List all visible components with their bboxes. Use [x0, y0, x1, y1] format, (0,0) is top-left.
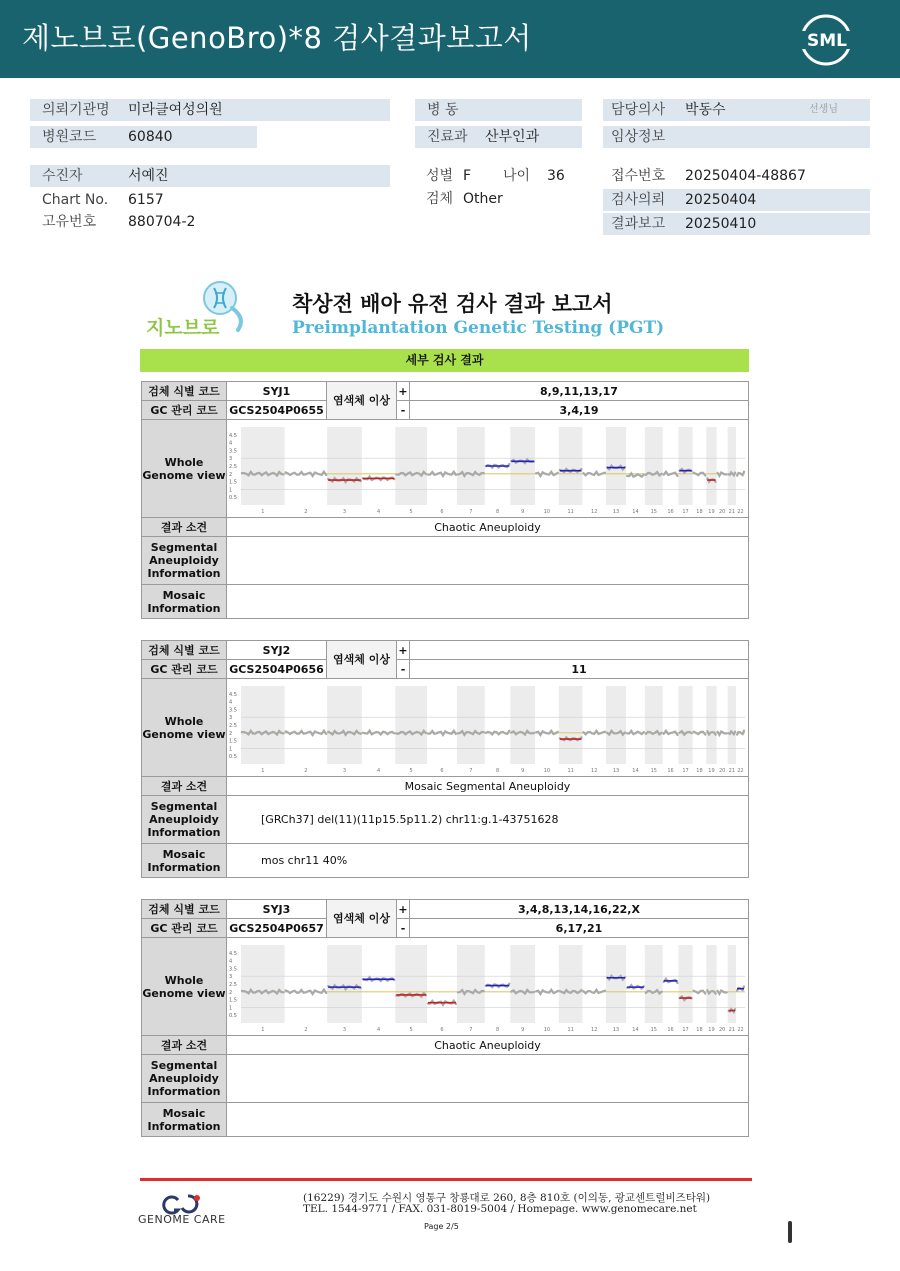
chrom-band — [327, 427, 362, 505]
x-tick-label: 12 — [591, 1026, 598, 1033]
sample-block-1 — [141, 381, 749, 619]
chrom-band — [706, 686, 716, 764]
copy-number-points-chr10 — [536, 730, 558, 734]
page-number: Page 2/5 — [424, 1222, 459, 1231]
chrom-band — [559, 427, 583, 505]
x-tick-label: 18 — [696, 508, 703, 515]
scrollbar-thumb[interactable] — [788, 1221, 792, 1243]
chrom-band — [678, 427, 692, 505]
segmental-value — [227, 537, 749, 585]
x-tick-label: 8 — [495, 1026, 500, 1033]
y-tick-label: 4 — [229, 440, 233, 447]
copy-number-points-chr2 — [286, 730, 327, 734]
age-label: 나이 — [503, 168, 531, 184]
x-tick-label: 13 — [612, 1026, 620, 1033]
x-tick-label: 16 — [667, 1026, 674, 1033]
loss-chromosomes: 11 — [410, 660, 749, 679]
institution-label: 의뢰기관명 — [42, 102, 110, 118]
whole-genome-label: Whole Genome view — [142, 938, 227, 1036]
segmental-value: [GRCh37] del(11)(11p15.5p11.2) chr11:g.1-43751628 — [227, 796, 749, 844]
chrom-abn-label: 염색체 이상 — [327, 900, 397, 938]
chrom-abn-label: 염색체 이상 — [327, 641, 397, 679]
sample-code-value: SYJ1 — [227, 382, 327, 401]
genome-care-name: GENOME CARE — [138, 1213, 226, 1226]
age-value: 36 — [547, 168, 565, 184]
segmental-label: Segmental Aneuploidy Information — [142, 537, 227, 585]
x-tick-label: 19 — [708, 1026, 715, 1033]
y-tick-label: 2 — [229, 989, 233, 996]
detail-results-header: 세부 검사 결과 — [140, 349, 749, 372]
gain-chromosomes — [410, 641, 749, 660]
segmental-label: Segmental Aneuploidy Information — [142, 1055, 227, 1103]
x-tick-label: 5 — [409, 767, 413, 774]
loss-sign: - — [397, 401, 410, 420]
examinee-label: 수진자 — [42, 168, 83, 184]
x-tick-label: 22 — [737, 508, 744, 515]
sample-code-value: SYJ2 — [227, 641, 327, 660]
x-tick-label: 12 — [591, 767, 598, 774]
sample-code-label: 검체 식별 코드 — [142, 641, 227, 660]
x-tick-label: 1 — [261, 508, 265, 515]
y-tick-label: 2.5 — [229, 722, 237, 729]
copy-number-points-chr8 — [486, 730, 510, 734]
clinical-info-label: 임상정보 — [611, 129, 666, 145]
institution-field — [30, 99, 390, 121]
y-tick-label: 0.5 — [229, 1012, 237, 1019]
sample-code-label: 검체 식별 코드 — [142, 382, 227, 401]
chrom-band — [645, 686, 663, 764]
mosaic-value — [227, 1103, 749, 1137]
x-tick-label: 20 — [718, 1026, 726, 1033]
x-tick-label: 4 — [376, 508, 381, 515]
sample-table — [141, 640, 749, 878]
x-tick-label: 16 — [667, 767, 674, 774]
gc-code-value: GCS2504P0655 — [227, 401, 327, 420]
whole-genome-chart — [227, 680, 749, 776]
copy-number-points-chr20 — [718, 731, 727, 734]
gain-chromosomes: 3,4,8,13,14,16,22,X — [410, 900, 749, 919]
copy-number-points-chr22 — [737, 730, 744, 734]
chrom-band — [327, 686, 362, 764]
x-tick-label: 11 — [567, 508, 574, 515]
mosaic-label: Mosaic Information — [142, 585, 227, 619]
y-tick-label: 3.5 — [229, 965, 237, 972]
y-tick-label: 2.5 — [229, 981, 237, 988]
mosaic-value: mos chr11 40% — [227, 844, 749, 878]
ward-field — [415, 99, 582, 121]
whole-genome-chart — [227, 939, 749, 1035]
x-tick-label: 22 — [737, 767, 744, 774]
x-tick-label: 21 — [728, 508, 736, 515]
x-tick-label: 8 — [495, 767, 500, 774]
copy-number-points-chr12 — [584, 989, 606, 993]
x-tick-label: 10 — [543, 508, 551, 515]
chrom-band — [395, 427, 427, 505]
y-tick-label: 1.5 — [229, 997, 237, 1004]
hospital-code-value: 60840 — [128, 129, 173, 145]
chart-no-label: Chart No. — [42, 192, 109, 208]
doctor-value: 박동수 — [685, 102, 726, 118]
sample-table — [141, 899, 749, 1137]
report-date-value: 20250410 — [685, 216, 757, 232]
loss-chromosomes: 3,4,19 — [410, 401, 749, 420]
x-tick-label: 11 — [567, 1026, 574, 1033]
y-tick-label: 4.5 — [229, 691, 237, 698]
chrom-band — [457, 686, 485, 764]
x-tick-label: 14 — [632, 1026, 639, 1033]
sample-table — [141, 381, 749, 619]
specimen-label: 검체 — [426, 191, 454, 207]
x-tick-label: 11 — [567, 767, 574, 774]
x-tick-label: 1 — [261, 767, 265, 774]
copy-number-points-chr16 — [664, 471, 678, 475]
sml-logo-text: SML — [807, 31, 847, 51]
chrom-band — [728, 686, 736, 764]
chrom-band — [728, 427, 736, 505]
result-label: 결과 소견 — [142, 777, 227, 796]
doctor-suffix: 선생님 — [809, 104, 838, 115]
gc-code-value: GCS2504P0656 — [227, 660, 327, 679]
sex-label: 성별 — [426, 168, 454, 184]
copy-number-points-chr10 — [536, 471, 558, 475]
result-label: 결과 소견 — [142, 1036, 227, 1055]
copy-number-points-chr4 — [363, 730, 395, 734]
x-tick-label: 22 — [737, 1026, 744, 1033]
chrom-band — [241, 945, 285, 1023]
chrom-band — [395, 686, 427, 764]
department-value: 산부인과 — [485, 129, 540, 145]
copy-number-points-chr20 — [718, 472, 727, 475]
mosaic-label: Mosaic Information — [142, 1103, 227, 1137]
copy-number-points-chr16 — [664, 730, 678, 734]
x-tick-label: 2 — [304, 508, 308, 515]
chrom-band — [510, 686, 535, 764]
x-tick-label: 17 — [682, 1026, 689, 1033]
result-value: Chaotic Aneuploidy — [227, 1036, 749, 1055]
segmental-label: Segmental Aneuploidy Information — [142, 796, 227, 844]
gc-code-label: GC 관리 코드 — [142, 660, 227, 679]
sex-value: F — [463, 168, 472, 184]
x-tick-label: 2 — [304, 767, 308, 774]
copy-number-points-chr2 — [286, 471, 327, 475]
unique-no-label: 고유번호 — [42, 214, 97, 230]
x-tick-label: 19 — [708, 508, 715, 515]
report-subtitle: Preimplantation Genetic Testing (PGT) — [292, 318, 665, 338]
report-date-label: 결과보고 — [611, 216, 666, 232]
department-field — [415, 126, 582, 148]
x-tick-label: 4 — [376, 1026, 381, 1033]
y-tick-label: 3.5 — [229, 706, 237, 713]
sample-block-2 — [141, 640, 749, 878]
sml-logo-icon — [796, 12, 858, 68]
y-tick-label: 1 — [229, 486, 233, 493]
y-tick-label: 4.5 — [229, 432, 237, 439]
x-tick-label: 17 — [682, 508, 689, 515]
y-tick-label: 3 — [229, 973, 233, 980]
whole-genome-chart-cell — [227, 938, 749, 1036]
y-tick-label: 4 — [229, 958, 233, 965]
chrom-band — [645, 427, 663, 505]
footer-contact: TEL. 1544-9771 / FAX. 031-8019-5004 / Homepage. www.genomecare.net — [303, 1203, 697, 1215]
y-tick-label: 4.5 — [229, 950, 237, 957]
x-tick-label: 20 — [718, 767, 726, 774]
department-label: 진료과 — [427, 129, 468, 145]
result-label: 결과 소견 — [142, 518, 227, 537]
gc-code-label: GC 관리 코드 — [142, 401, 227, 420]
footer-divider — [140, 1178, 752, 1181]
institution-value: 미라클여성의원 — [128, 102, 223, 118]
loss-sign: - — [397, 919, 410, 938]
gc-code-label: GC 관리 코드 — [142, 919, 227, 938]
x-tick-label: 7 — [469, 508, 473, 515]
mosaic-value — [227, 585, 749, 619]
x-tick-label: 13 — [612, 767, 620, 774]
x-tick-label: 9 — [521, 508, 525, 515]
x-tick-label: 3 — [342, 1026, 347, 1033]
x-tick-label: 19 — [708, 767, 715, 774]
chrom-band — [706, 427, 716, 505]
gain-sign: + — [397, 382, 410, 401]
y-tick-label: 2 — [229, 471, 233, 478]
loss-chromosomes: 6,17,21 — [410, 919, 749, 938]
x-tick-label: 6 — [440, 767, 444, 774]
request-date-label: 검사의뢰 — [611, 192, 666, 208]
x-tick-label: 13 — [612, 508, 620, 515]
y-tick-label: 3 — [229, 714, 233, 721]
receipt-no-value: 20250404-48867 — [685, 168, 806, 184]
chrom-band — [645, 945, 663, 1023]
gain-sign: + — [397, 900, 410, 919]
report-date-field — [603, 213, 870, 235]
whole-genome-label: Whole Genome view — [142, 679, 227, 777]
page-header — [0, 0, 900, 78]
y-tick-label: 4 — [229, 699, 233, 706]
chrom-band — [559, 945, 583, 1023]
request-date-field — [603, 189, 870, 211]
chrom-band — [395, 945, 427, 1023]
y-tick-label: 0.5 — [229, 494, 237, 501]
x-tick-label: 9 — [521, 1026, 525, 1033]
chrom-band — [241, 686, 285, 764]
chrom-band — [678, 945, 692, 1023]
x-tick-label: 7 — [469, 1026, 473, 1033]
result-value: Mosaic Segmental Aneuploidy — [227, 777, 749, 796]
chrom-band — [706, 945, 716, 1023]
request-date-value: 20250404 — [685, 192, 757, 208]
x-tick-label: 3 — [342, 767, 347, 774]
y-tick-label: 1.5 — [229, 479, 237, 486]
whole-genome-chart-cell — [227, 420, 749, 518]
x-tick-label: 7 — [469, 767, 473, 774]
examinee-value: 서예진 — [128, 168, 169, 184]
chrom-band — [241, 427, 285, 505]
x-tick-label: 18 — [696, 1026, 703, 1033]
ward-label: 병 동 — [427, 102, 459, 118]
y-tick-label: 2 — [229, 730, 233, 737]
x-tick-label: 4 — [376, 767, 381, 774]
x-tick-label: 21 — [728, 1026, 736, 1033]
chrom-band — [510, 945, 535, 1023]
chrom-band — [559, 686, 583, 764]
x-tick-label: 16 — [667, 508, 674, 515]
examinee-field — [30, 165, 390, 187]
copy-number-points-chr18 — [694, 990, 706, 993]
x-tick-label: 14 — [632, 767, 639, 774]
x-tick-label: 15 — [650, 767, 657, 774]
receipt-no-label: 접수번호 — [611, 168, 666, 184]
x-tick-label: 1 — [261, 1026, 265, 1033]
sample-code-value: SYJ3 — [227, 900, 327, 919]
x-tick-label: 5 — [409, 508, 413, 515]
x-tick-label: 17 — [682, 767, 689, 774]
segmental-value — [227, 1055, 749, 1103]
report-title: 제노브로(GenoBro)*8 검사결과보고서 — [22, 21, 532, 55]
specimen-value: Other — [463, 191, 503, 207]
x-tick-label: 5 — [409, 1026, 413, 1033]
genobro-logo-icon — [142, 278, 254, 340]
x-tick-label: 15 — [650, 508, 657, 515]
hospital-code-label: 병원코드 — [42, 129, 97, 145]
clinical-info-field — [603, 126, 870, 148]
x-tick-label: 21 — [728, 767, 736, 774]
footer-address: (16229) 경기도 수원시 영통구 창룡대로 260, 8층 810호 (이의동, 광교센트럴비즈타워) — [303, 1192, 711, 1204]
x-tick-label: 10 — [543, 767, 551, 774]
gc-code-value: GCS2504P0657 — [227, 919, 327, 938]
sample-block-3 — [141, 899, 749, 1137]
y-tick-label: 2.5 — [229, 463, 237, 470]
x-tick-label: 10 — [543, 1026, 551, 1033]
gain-sign: + — [397, 641, 410, 660]
chrom-abn-label: 염색체 이상 — [327, 382, 397, 420]
chrom-band — [678, 686, 692, 764]
y-tick-label: 3.5 — [229, 447, 237, 454]
copy-number-points-chr18 — [694, 472, 706, 475]
doctor-field — [603, 99, 870, 121]
chrom-band — [510, 427, 535, 505]
chrom-band — [457, 945, 485, 1023]
copy-number-points-chr2 — [286, 989, 327, 993]
x-tick-label: 20 — [718, 508, 726, 515]
whole-genome-chart — [227, 421, 749, 517]
y-tick-label: 1 — [229, 745, 233, 752]
x-tick-label: 2 — [304, 1026, 308, 1033]
x-tick-label: 14 — [632, 508, 639, 515]
y-tick-label: 1 — [229, 1004, 233, 1011]
chrom-band — [457, 427, 485, 505]
x-tick-label: 9 — [521, 767, 525, 774]
x-tick-label: 8 — [495, 508, 500, 515]
x-tick-label: 6 — [440, 508, 444, 515]
loss-sign: - — [397, 660, 410, 679]
x-tick-label: 3 — [342, 508, 347, 515]
x-tick-label: 6 — [440, 1026, 444, 1033]
chrom-band — [606, 427, 626, 505]
result-value: Chaotic Aneuploidy — [227, 518, 749, 537]
x-tick-label: 15 — [650, 1026, 657, 1033]
chrom-band — [606, 945, 626, 1023]
y-tick-label: 3 — [229, 455, 233, 462]
mosaic-label: Mosaic Information — [142, 844, 227, 878]
report-main-title: 착상전 배아 유전 검사 결과 보고서 — [292, 292, 613, 316]
hospital-code-field — [30, 126, 257, 148]
chart-no-value: 6157 — [128, 192, 164, 208]
y-tick-label: 1.5 — [229, 738, 237, 745]
whole-genome-chart-cell — [227, 679, 749, 777]
whole-genome-label: Whole Genome view — [142, 420, 227, 518]
copy-number-points-chr18 — [694, 731, 706, 734]
copy-number-points-chr12 — [584, 730, 606, 734]
copy-number-points-chr10 — [536, 989, 558, 993]
x-tick-label: 18 — [696, 767, 703, 774]
copy-number-points-chr12 — [584, 471, 606, 475]
sample-code-label: 검체 식별 코드 — [142, 900, 227, 919]
doctor-label: 담당의사 — [611, 102, 666, 118]
x-tick-label: 12 — [591, 508, 598, 515]
gain-chromosomes: 8,9,11,13,17 — [410, 382, 749, 401]
unique-no-value: 880704-2 — [128, 214, 196, 230]
genobro-logo-text: 지노브로 — [146, 317, 220, 339]
copy-number-points-chr22 — [737, 471, 744, 475]
chrom-band — [606, 686, 626, 764]
y-tick-label: 0.5 — [229, 753, 237, 760]
copy-number-points-chr20 — [718, 990, 727, 993]
